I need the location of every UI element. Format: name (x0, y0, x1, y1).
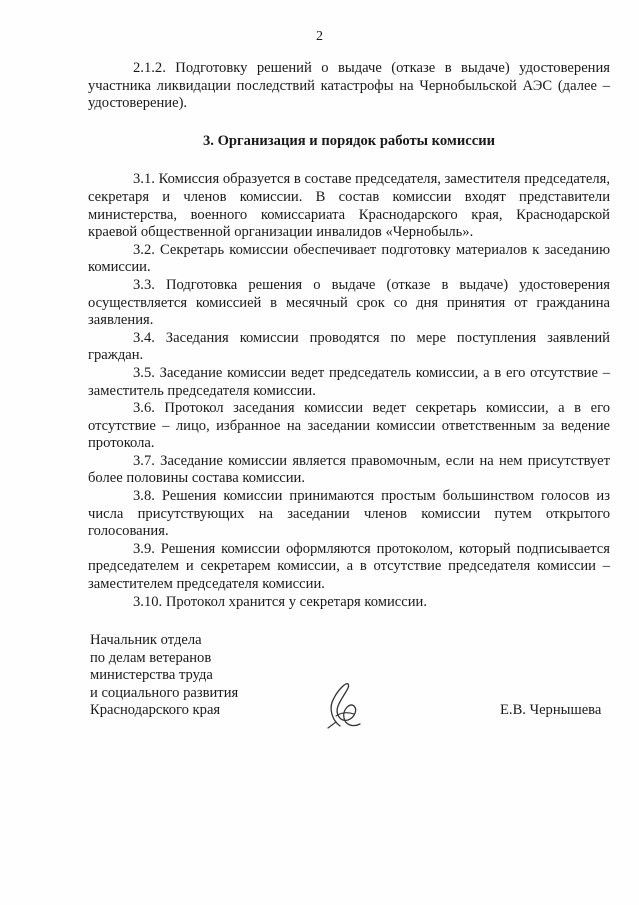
paragraph-3-9: 3.9. Решения комиссии оформляются протоколом, который подписывается председателем и секретарем комиссии, а в отсутствие председателя комиссии – заместителем председателя комиссии. (88, 540, 610, 593)
paragraph-3-10: 3.10. Протокол хранится у секретаря комиссии. (133, 593, 427, 610)
signatory-name: Е.В. Чернышева (500, 702, 602, 718)
paragraph-3-4: 3.4. Заседания комиссии проводятся по мере поступления заявлений граждан. (88, 329, 610, 364)
paragraph-3-6: 3.6. Протокол заседания комиссии ведет секретарь комиссии, а в его отсутствие – лицо, избранное на заседании комиссии ответственным за ведение протокола. (88, 400, 610, 452)
position-line: и социального развития (90, 684, 239, 701)
section-heading: 3. Организация и порядок работы комиссии (202, 132, 496, 149)
paragraph-3-7: 3.7. Заседание комиссии является правомочным, если на нем присутствует более половины состава комиссии. (88, 452, 610, 487)
paragraph-3-3: 3.3. Подготовка решения о выдаче (отказе в выдаче) удостоверения осуществляется комиссией в месячный срок со дня принятия от гражданина заявления. (88, 276, 610, 329)
position-line: Краснодарского края (90, 702, 221, 719)
position-line: Начальник отдела (90, 632, 202, 648)
paragraph-3-2: 3.2. Секретарь комиссии обеспечивает подготовку материалов к заседанию комиссии. (88, 241, 610, 276)
position-line: по делам ветеранов (90, 649, 212, 666)
position-line: министерства труда (90, 667, 213, 684)
handwritten-signature (318, 676, 368, 732)
page-number: 2 (316, 29, 323, 44)
paragraph-3-8: 3.8. Решения комиссии принимаются простым большинством голосов из числа присутствующих на заседании членов комиссии путем открытого голосования. (88, 488, 610, 540)
paragraph-2-1-2: 2.1.2. Подготовку решений о выдаче (отказе в выдаче) удостоверения участника ликвидации последствий катастрофы на Чернобыльской АЭС (далее – удостоверение). (88, 60, 610, 112)
paragraph-3-5: 3.5. Заседание комиссии ведет председатель комиссии, а в его отсутствие – заместитель председателя комиссии. (88, 364, 610, 399)
signatory-position (90, 632, 238, 720)
paragraph-3-1: 3.1. Комиссия образуется в составе председателя, заместителя председателя, секретаря и членов комиссии. В состав комиссии входят представители министерства, военного комиссариата Краснодарского края, Краснодарской краевой общественной организации инвалидов «Чернобыль». (88, 171, 610, 241)
document-body (88, 60, 610, 611)
